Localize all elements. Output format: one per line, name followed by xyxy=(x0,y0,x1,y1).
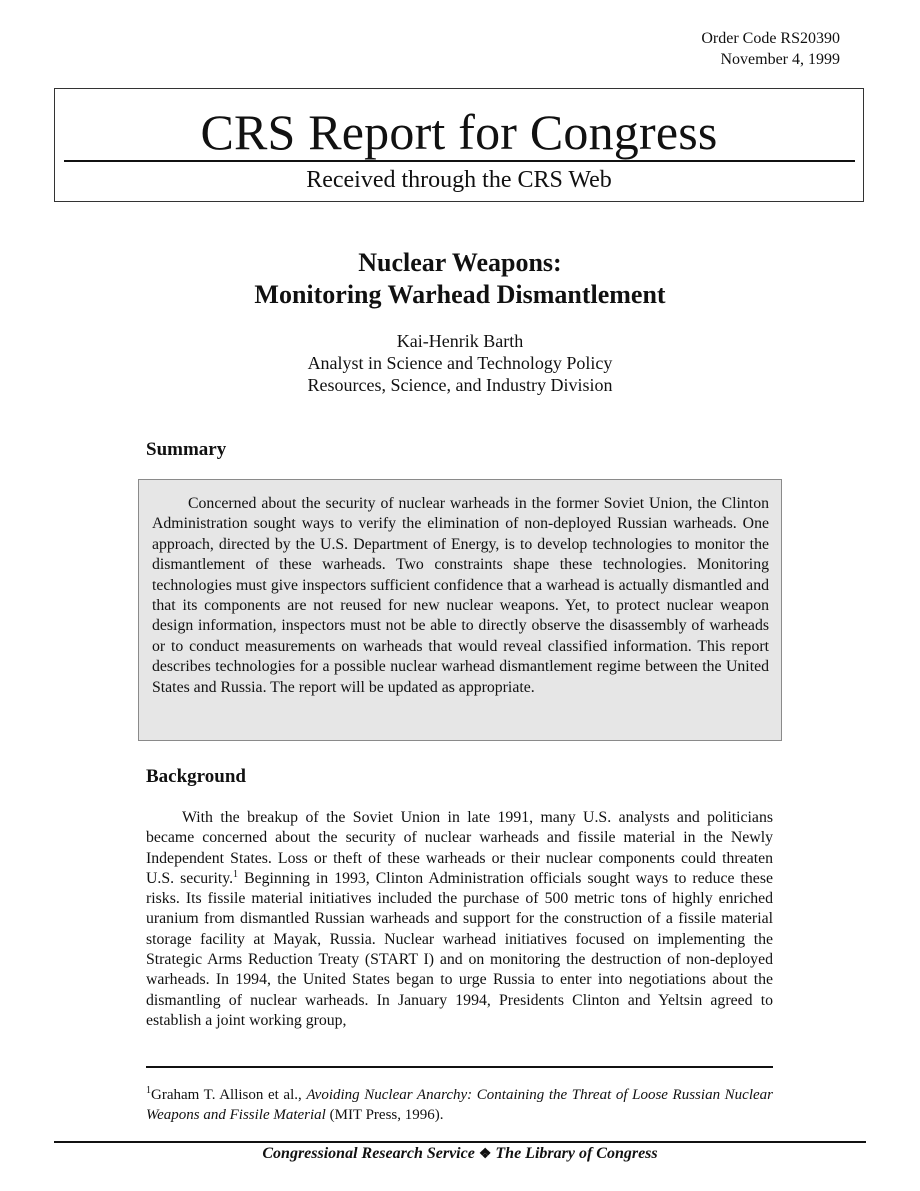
background-heading: Background xyxy=(146,766,246,787)
author-title: Analyst in Science and Technology Policy xyxy=(307,353,613,373)
author-block xyxy=(0,330,920,396)
order-code: Order Code RS20390 xyxy=(701,30,840,47)
document-title xyxy=(0,247,920,311)
report-date: November 4, 1999 xyxy=(720,51,840,68)
footnote-author: Graham T. Allison et al., xyxy=(151,1087,307,1103)
summary-text: Concerned about the security of nuclear warheads in the former Soviet Union, the Clinton Administration sought ways to verify the elimination of non-deployed Russian warheads. One approach, directed by the U.S. Department of Energy, is to develop technologies to monitor the dismantlement of these warheads. Two constraints shape these technologies. Monitoring technologies must give inspectors sufficient confidence that a warhead is actually dismantled and that its components are not reused for new nuclear weapons. Yet, to protect nuclear weapon design information, inspectors must not be able to directly observe the disassembly of warheads or to conduct measurements on warheads that would reveal classified information. This report describes technologies for a possible nuclear warhead dismantlement regime between the United States and Russia. The report will be updated as appropriate. xyxy=(152,495,769,696)
background-text-part1: With the breakup of the Soviet Union in late 1991, many U.S. analysts and politicians became concerned about the security of nuclear warheads and fissile material in the Newly Independent States. Loss or theft of these warheads or their nuclear components could threaten U.S. security. xyxy=(146,809,773,887)
footer xyxy=(0,1143,920,1166)
author-division: Resources, Science, and Industry Division xyxy=(307,375,613,395)
masthead xyxy=(54,88,864,202)
footnote-marker: 1 xyxy=(146,1085,151,1096)
order-info xyxy=(701,28,840,70)
background-paragraph xyxy=(146,808,773,1031)
footnote-publisher: (MIT Press, 1996). xyxy=(325,1106,444,1123)
masthead-rule xyxy=(64,160,855,162)
diamond-icon: ❖ xyxy=(478,1147,492,1162)
footer-library: The Library of Congress xyxy=(495,1145,658,1162)
document-title-line1: Nuclear Weapons: xyxy=(358,248,562,277)
author-name: Kai-Henrik Barth xyxy=(396,331,524,351)
document-title-line2: Monitoring Warhead Dismantlement xyxy=(254,280,666,309)
summary-heading: Summary xyxy=(146,439,227,460)
footnote xyxy=(146,1086,773,1125)
footnote-work-title: Avoiding Nuclear Anarchy: Containing the Threat of Loose Russian Nuclear Weapons and Fissile Material xyxy=(146,1087,773,1123)
footnote-reference[interactable]: 1 xyxy=(233,868,239,880)
footer-crs: Congressional Research Service xyxy=(262,1145,475,1162)
masthead-title: CRS Report for Congress xyxy=(200,104,718,160)
background-text-part2: Beginning in 1993, Clinton Administration officials sought ways to reduce these risks. Its fissile material initiatives included the purchase of 500 metric tons of highly enriched uranium from dismantled Russian warheads and support for the construction of a fissile material storage facility at Mayak, Russia. Nuclear warhead initiatives focused on implementing the Strategic Arms Reduction Treaty (START I) and on monitoring the destruction of non-deployed warheads. In 1994, the United States began to urge Russia to enter into negotiations about the dismantling of nuclear warheads. In January 1994, Presidents Clinton and Yeltsin agreed to establish a joint working group, xyxy=(146,869,773,1029)
summary-box xyxy=(138,479,782,741)
footnote-divider xyxy=(146,1066,773,1068)
masthead-subtitle: Received through the CRS Web xyxy=(306,167,612,193)
